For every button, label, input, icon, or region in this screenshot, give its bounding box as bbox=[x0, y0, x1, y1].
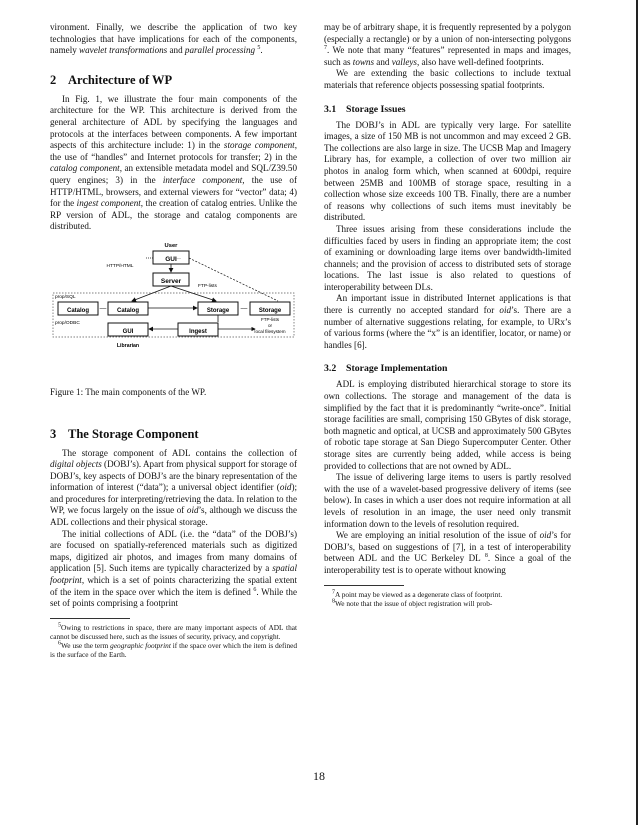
paragraph bbox=[50, 94, 297, 233]
text-run: ADL is employing distributed hierarchical storage to store its own collections. The storage and management of the data is simplified by the fact that it is predominantly “write-once”. Initial storage facilities are small, comprising 150 GBytes of disk storage, both magnetic and optical, at UCSB and approximately 500 GBytes of robotic tape storage at San Diego Supercomputer Center. Other storage sites are currently being added, while access is being provided to collections that are not owned by ADL. bbox=[324, 379, 572, 471]
emphasis-text: oid bbox=[186, 505, 199, 516]
section-title: The Storage Component bbox=[68, 426, 199, 441]
footnote-marker: 5 bbox=[257, 45, 261, 52]
paragraph bbox=[324, 68, 571, 91]
subsection-number: 3.1 bbox=[324, 103, 337, 115]
paragraph bbox=[324, 379, 571, 472]
text-run: The issue of delivering large items to users is partly resolved with the use of a wavelet-based progressive delivery of items (see below). In cases in which a user does not require information at all levels of resolution in an image, the user need only transmit information down to the levels of resolution required. bbox=[324, 472, 571, 529]
text-run: . We note that many “features” represented in maps and images, such as bbox=[324, 45, 571, 67]
gui-ellipsis: ··· bbox=[175, 255, 181, 262]
paragraph bbox=[50, 448, 297, 529]
text-run: , which is a set of points characterizing the spatial extent of the item in the space over which the item is defined bbox=[50, 575, 297, 597]
emphasis-text: ingest component bbox=[76, 198, 141, 209]
text-run: . While the set of points comprising a footprint bbox=[50, 586, 297, 609]
footnote-marker: 8 bbox=[484, 553, 488, 560]
figure-caption: Figure 1: The main components of the WP. bbox=[50, 386, 207, 397]
catalog-label-1: Catalog bbox=[66, 307, 90, 314]
emphasis-text: catalog component bbox=[50, 163, 120, 174]
subsection-heading bbox=[324, 104, 571, 116]
emphasis-text: digital objects bbox=[50, 459, 102, 470]
figure-1 bbox=[50, 241, 297, 381]
footnote-marker: 5 bbox=[58, 622, 61, 629]
text-run: , the creation of catalog entries. Unlike the RP version of ADL, the storage and catalog components are distributed. bbox=[50, 198, 297, 232]
catalog-dashes: –– bbox=[99, 305, 107, 312]
paragraph bbox=[324, 472, 571, 530]
emphasis-text: spatial footprint bbox=[50, 563, 297, 586]
emphasis-text: wavelet transformations bbox=[79, 45, 168, 56]
footnote-7 bbox=[324, 590, 571, 599]
emphasis-text: geographic footprint bbox=[110, 640, 171, 650]
emphasis-text: interface component bbox=[162, 174, 243, 185]
footnote-marker: 6 bbox=[253, 586, 257, 593]
footnote-marker: 7 bbox=[332, 589, 335, 596]
section-title: Architecture of WP bbox=[68, 72, 173, 87]
text-run: An important issue in distributed Internet applications is that there is currently no accepted standard for bbox=[324, 293, 571, 316]
gui-label-top: GUI bbox=[165, 255, 177, 263]
section-number: 2 bbox=[50, 72, 57, 87]
footnote-marker: 6 bbox=[58, 640, 61, 647]
paragraph bbox=[324, 293, 571, 351]
emphasis-text: towns bbox=[352, 56, 375, 67]
storage-label-1: Storage bbox=[206, 307, 230, 314]
text-run: vironment. Finally, we describe the application of two key technologies that have implications for each of the components, namely bbox=[50, 22, 297, 56]
left-column bbox=[50, 22, 297, 659]
text-run: , an extensible metadata model and SQL/Z39.50 query engines; 3) in the bbox=[50, 163, 298, 185]
text-run: The DOBJ’s in ADL are typically very large. For satellite images, a size of 150 MB is not uncommon and may exceed 2 GB. The collections are also large in size. The UCSB Map and Imagery Library has, for example, a collection of over two million air photos in analog form which, when scanned at 600dpi, require between 25MB and 100MB of storage space, resulting in a collection whose size exceeds 100 TB. Finally, there are a number of reasons why collections of such items must inevitably be distributed. bbox=[324, 119, 571, 223]
storage-dashes: –– bbox=[240, 305, 248, 312]
text-run: . Since a goal of the interoperability test is to operate without knowing bbox=[324, 553, 571, 575]
emphasis-text: parallel processing bbox=[184, 45, 256, 56]
text-run: We use the term bbox=[61, 640, 111, 650]
text-run: ’s for DOBJ’s, based on suggestions of [7], in a test of interoperability between ADL and the UC Berkeley DL bbox=[324, 530, 571, 564]
gui-label-bottom: GUI bbox=[122, 328, 134, 335]
footnote-8 bbox=[324, 599, 571, 608]
ftp-lists-label: FTP-lists bbox=[198, 283, 217, 289]
subsection-title: Storage Implementation bbox=[346, 363, 448, 375]
text-run: The storage component of ADL contains the collection of bbox=[62, 447, 297, 458]
prop-odbc-label: prop/ODBC bbox=[55, 320, 80, 326]
text-run: may be of arbitrary shape, it is frequently represented by a polygon (especially a rectangle) or by a union of non-intersecting polygons bbox=[324, 22, 571, 44]
or-label: or bbox=[267, 322, 273, 328]
paragraph bbox=[324, 224, 571, 294]
ftp-lists-label-2: FTP-lists bbox=[260, 316, 280, 322]
paragraph bbox=[324, 22, 571, 68]
text-run: , the use of “handles” and Internet protocols for transfer; 2) in the bbox=[50, 140, 297, 162]
section-heading bbox=[50, 427, 297, 441]
text-run: , the use of HTTP/HTML, browsers, and external viewers for “vector” data; 4) for the bbox=[50, 174, 297, 209]
section-number: 3 bbox=[50, 426, 57, 441]
local-filesystem-label: local filesystem bbox=[254, 328, 286, 334]
paragraph bbox=[324, 120, 571, 224]
footnote-marker: 7 bbox=[324, 45, 327, 52]
text-run: , also have well-defined footprints. bbox=[416, 56, 544, 67]
emphasis-text: oid bbox=[279, 482, 292, 493]
paragraph bbox=[50, 22, 297, 57]
text-run: We are employing an initial resolution of the issue of bbox=[336, 530, 540, 541]
text-run: . bbox=[260, 45, 263, 56]
section-heading bbox=[50, 73, 297, 87]
text-run: The initial collections of ADL (i.e. the “data” of the DOBJ’s) are focused on spatially-referenced materials such as digitized maps, digitized air photos, and images from many domains of application [5]. Such items are typically characterized by a bbox=[50, 528, 297, 574]
emphasis-text: storage component bbox=[223, 140, 295, 151]
text-run: We note that the issue of object registration will prob- bbox=[335, 598, 493, 608]
emphasis-text: valleys bbox=[391, 56, 417, 67]
text-run: ’s, although we discuss the ADL collections and their physical storage. bbox=[50, 505, 297, 528]
text-run: ’s. There are a number of alternative suggestions relating, for example, to URx’s of various forms (where the “x” is an identifier, locator, or name) or handles [6]. bbox=[324, 305, 571, 350]
text-run: Owing to restrictions in space, there are many important aspects of ADL that cannot be discussed here, such as the issues of security, privacy, and copyright. bbox=[50, 622, 297, 641]
text-run: if the space over which the item is defined is the surface of the Earth. bbox=[50, 640, 297, 659]
storage-label-2: Storage bbox=[258, 307, 282, 314]
server-label: Server bbox=[160, 277, 182, 285]
ingest-label: Ingest bbox=[189, 328, 207, 335]
architecture-diagram bbox=[50, 241, 297, 381]
text-run: In Fig. 1, we illustrate the four main components of the architecture for the WP. This architecture is derived from the general architecture of ADL by specifying the languages and protocols at the interfaces between components. A few important aspects of this architecture include: 1) in the bbox=[50, 93, 297, 151]
text-run: We are extending the basic collections to include textual materials that reference objects possessing spatial footprints. bbox=[324, 68, 571, 90]
text-run: Three issues arising from these considerations include the difficulties faced by users in finding an appropriate item; the cost of examining or downloading large items over bandwidth-limited channels; and the provision of access to distributed sets of storage locations. The last issue is also related to questions of interoperability between DLs. bbox=[324, 223, 571, 292]
text-run: and bbox=[374, 56, 392, 67]
footnote-5 bbox=[50, 623, 297, 641]
text-run: ); and procedures for interpreting/retrieving the data. In relation to the WP, we focus largely on the issue of bbox=[50, 482, 297, 516]
footnote-6 bbox=[50, 641, 297, 659]
librarian-label: Librarian bbox=[116, 342, 140, 349]
text-run: A point may be viewed as a degenerate class of footprint. bbox=[335, 589, 503, 599]
subsection-number: 3.2 bbox=[324, 363, 337, 375]
http-html-label: HTTP/HTML bbox=[106, 263, 134, 269]
prop-sql-label: prop/SQL bbox=[55, 294, 76, 300]
footnote-rule bbox=[324, 585, 404, 586]
emphasis-text: oid bbox=[499, 305, 512, 316]
text-run: (DOBJ’s). Apart from physical support for storage of DOBJ’s, key aspects of DOBJ’s are the binary representation of the information of interest (“data”); a universal object identifier ( bbox=[50, 459, 298, 493]
paragraph bbox=[50, 529, 297, 610]
paragraph bbox=[324, 530, 571, 576]
footnote-rule bbox=[50, 618, 130, 619]
footnote-marker: 8 bbox=[332, 598, 335, 605]
text-run: and bbox=[167, 45, 185, 56]
subsection-heading bbox=[324, 363, 571, 375]
subsection-title: Storage Issues bbox=[346, 103, 406, 115]
user-label: User bbox=[164, 242, 178, 249]
page-number: 18 bbox=[313, 769, 325, 783]
catalog-label-2: Catalog bbox=[116, 307, 140, 314]
emphasis-text: oid bbox=[539, 530, 552, 541]
right-column bbox=[324, 22, 571, 608]
